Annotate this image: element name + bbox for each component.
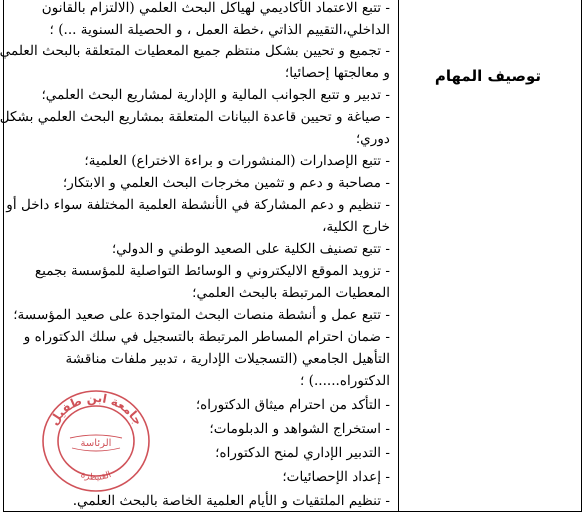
task-line: - ضمان احترام المساطر المرتبطة بالتسجيل في سلك الدكتوراه و	[23, 329, 390, 345]
svg-text:جامعة ابن طفيل	[47, 391, 146, 428]
task-line: - تتبع تصنيف الكلية على الصعيد الوطني و الدولي؛	[111, 241, 390, 257]
task-line: و معالجتها إحصائيا؛	[284, 65, 390, 81]
task-line: - تنظيم الملتقيات و الأيام العلمية الخاصة بالبحث العلمي.	[72, 493, 390, 509]
official-stamp	[40, 388, 152, 494]
task-line: - تتبع عمل و أنشطة منصات البحث المتواجدة على صعيد المؤسسة؛	[13, 307, 390, 323]
task-line: الدكتوراه......) ؛	[300, 373, 390, 389]
task-line: - تزويد الموقع الاليكتروني و الوسائط التواصلية للمؤسسة بجميع	[34, 263, 390, 279]
task-line: الداخلي،التقييم الذاتي ،خطة العمل ، و الحصيلة السنوية ...) ؛	[49, 22, 390, 38]
task-line: المعطيات المرتبطة بالبحث العلمي؛	[192, 285, 390, 301]
task-line: - تتبع الإصدارات (المنشورات و براءة الاختراع) العلمية؛	[84, 153, 390, 169]
task-line: - تجميع و تحيين بشكل منتظم جميع المعطيات المتعلقة بالبحث العلمي	[0, 43, 390, 59]
svg-text:القنيطرة	[79, 470, 113, 483]
task-line: - إعداد الإحصائيات؛	[282, 469, 390, 485]
label-cell	[399, 0, 581, 511]
stamp-middle-text: الرئاسة	[80, 438, 112, 449]
stamp-bottom-text: القنيطرة	[79, 469, 113, 484]
task-line: التأهيل الجامعي (التسجيلات الإدارية ، تدبير ملفات مناقشة	[65, 351, 390, 367]
task-line: - مصاحبة و دعم و تثمين مخرجات البحث العلمي و الابتكار؛	[62, 175, 390, 191]
task-line: خارج الكلية،	[322, 219, 390, 235]
task-line: - التأكد من احترام ميثاق الدكتوراه؛	[195, 397, 390, 413]
task-line: - تتبع الاعتماد الأكاديمي لهياكل البحث العلمي (الالتزام بالقانون	[41, 0, 390, 16]
task-line: - تدبير و تتبع الجوانب المالية و الإدارية لمشاريع البحث العلمي؛	[41, 87, 390, 103]
task-line: دوري؛	[355, 131, 390, 147]
task-line: - تنظيم و دعم المشاركة في الأنشطة العلمية المختلفة سواء داخل أو	[6, 197, 390, 213]
row-label: توصيف المهام	[434, 67, 541, 85]
task-line: - صياغة و تحيين قاعدة البيانات المتعلقة بمشاريع البحث العلمي بشكل	[0, 109, 390, 125]
task-line: - استخراج الشواهد و الدبلومات؛	[209, 421, 390, 437]
stamp-outer-text: جامعة ابن طفيل	[46, 390, 146, 428]
task-line: - التدبير الإداري لمنح الدكتوراه؛	[215, 445, 390, 461]
